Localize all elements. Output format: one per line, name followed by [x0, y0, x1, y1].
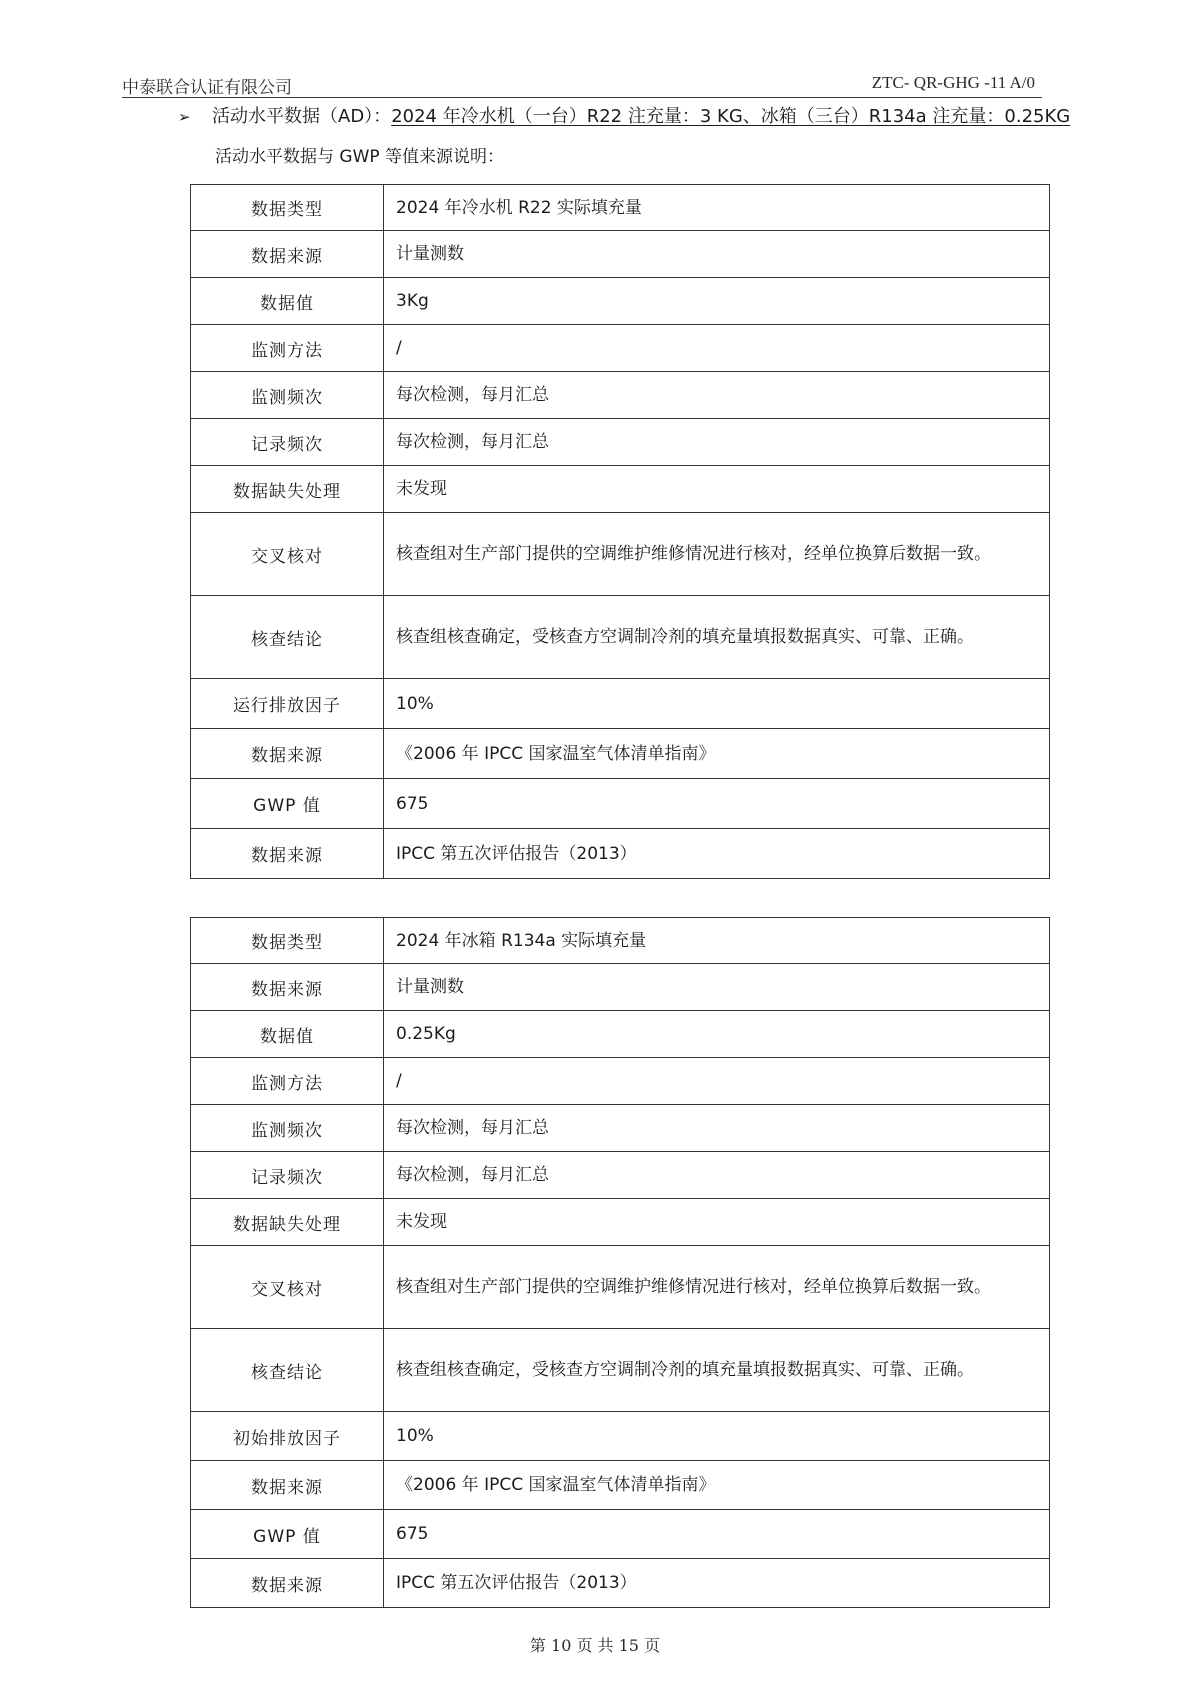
row-label: 记录频次 — [191, 1152, 384, 1199]
table-row — [191, 1105, 1050, 1152]
row-label: 数据来源 — [191, 1559, 384, 1608]
row-value: 未发现 — [384, 1199, 1050, 1246]
activity-data-prefix: 活动水平数据（AD）： — [212, 106, 392, 127]
row-label: 监测方法 — [191, 325, 384, 372]
row-value: 计量测数 — [384, 964, 1050, 1011]
row-value: IPCC 第五次评估报告（2013） — [384, 1559, 1050, 1608]
row-label: 数据来源 — [191, 829, 384, 879]
table-row — [191, 419, 1050, 466]
row-value: 3Kg — [384, 278, 1050, 325]
section-subheading: 活动水平数据与 GWP 等值来源说明： — [215, 147, 505, 167]
header-divider — [122, 97, 1042, 98]
arrow-bullet-icon: ➢ — [178, 108, 191, 126]
row-label: 数据来源 — [191, 964, 384, 1011]
row-value: 10% — [384, 679, 1050, 729]
row-label: GWP 值 — [191, 779, 384, 829]
table-row — [191, 1461, 1050, 1510]
row-label: 监测方法 — [191, 1058, 384, 1105]
table-row — [191, 1559, 1050, 1608]
table-row — [191, 1011, 1050, 1058]
row-label: 数据类型 — [191, 185, 384, 231]
row-label: 数据来源 — [191, 729, 384, 779]
table-row — [191, 964, 1050, 1011]
activity-data-text: 2024 年冷水机（一台）R22 注充量：3 KG、冰箱（三台）R134a 注充量：0.25KG — [391, 106, 1071, 127]
table-row — [191, 1152, 1050, 1199]
company-name: 中泰联合认证有限公司 — [122, 78, 292, 98]
row-value: 计量测数 — [384, 231, 1050, 278]
table-row — [191, 918, 1050, 964]
row-value: 0.25Kg — [384, 1011, 1050, 1058]
table-row — [191, 596, 1050, 679]
activity-data-summary — [178, 102, 1070, 128]
page-number: 第 10 页 共 15 页 — [529, 1636, 661, 1655]
table-row — [191, 1412, 1050, 1461]
chiller-r22-data-table — [190, 184, 1050, 879]
table-row — [191, 231, 1050, 278]
row-value: 核查组对生产部门提供的空调维护维修情况进行核对，经单位换算后数据一致。 — [384, 1246, 1050, 1329]
table-row — [191, 829, 1050, 879]
table-row — [191, 372, 1050, 419]
table-row — [191, 779, 1050, 829]
table-row — [191, 1058, 1050, 1105]
row-value: / — [384, 325, 1050, 372]
row-label: 核查结论 — [191, 1329, 384, 1412]
table-row — [191, 729, 1050, 779]
row-value: 核查组核查确定，受核查方空调制冷剂的填充量填报数据真实、可靠、正确。 — [384, 596, 1050, 679]
row-value: 未发现 — [384, 466, 1050, 513]
row-value: 每次检测，每月汇总 — [384, 372, 1050, 419]
row-label: 交叉核对 — [191, 513, 384, 596]
row-value: 每次检测，每月汇总 — [384, 1152, 1050, 1199]
row-value: 《2006 年 IPCC 国家温室气体清单指南》 — [384, 729, 1050, 779]
table-row — [191, 1510, 1050, 1559]
row-label: 核查结论 — [191, 596, 384, 679]
row-label: 数据缺失处理 — [191, 466, 384, 513]
row-value: 2024 年冷水机 R22 实际填充量 — [384, 185, 1050, 231]
row-value: 10% — [384, 1412, 1050, 1461]
table-row — [191, 185, 1050, 231]
row-label: 数据来源 — [191, 231, 384, 278]
table-row — [191, 1246, 1050, 1329]
document-code: ZTC- QR-GHG -11 A/0 — [871, 73, 1035, 92]
table-row — [191, 278, 1050, 325]
row-label: 监测频次 — [191, 372, 384, 419]
refrigerator-r134a-data-table — [190, 917, 1050, 1608]
row-label: 数据值 — [191, 278, 384, 325]
row-label: 数据来源 — [191, 1461, 384, 1510]
table-row — [191, 513, 1050, 596]
row-value: 核查组对生产部门提供的空调维护维修情况进行核对，经单位换算后数据一致。 — [384, 513, 1050, 596]
table-row — [191, 325, 1050, 372]
table-row — [191, 679, 1050, 729]
row-value: 每次检测，每月汇总 — [384, 419, 1050, 466]
table-row — [191, 466, 1050, 513]
row-value: 每次检测，每月汇总 — [384, 1105, 1050, 1152]
table-row — [191, 1329, 1050, 1412]
row-label: 初始排放因子 — [191, 1412, 384, 1461]
row-value: 675 — [384, 779, 1050, 829]
row-value: 2024 年冰箱 R134a 实际填充量 — [384, 918, 1050, 964]
row-label: GWP 值 — [191, 1510, 384, 1559]
row-label: 数据值 — [191, 1011, 384, 1058]
row-label: 监测频次 — [191, 1105, 384, 1152]
table-row — [191, 1199, 1050, 1246]
row-label: 运行排放因子 — [191, 679, 384, 729]
row-value: 核查组核查确定，受核查方空调制冷剂的填充量填报数据真实、可靠、正确。 — [384, 1329, 1050, 1412]
row-value: 675 — [384, 1510, 1050, 1559]
row-label: 数据类型 — [191, 918, 384, 964]
row-label: 交叉核对 — [191, 1246, 384, 1329]
row-value: / — [384, 1058, 1050, 1105]
row-value: IPCC 第五次评估报告（2013） — [384, 829, 1050, 879]
row-value: 《2006 年 IPCC 国家温室气体清单指南》 — [384, 1461, 1050, 1510]
row-label: 记录频次 — [191, 419, 384, 466]
row-label: 数据缺失处理 — [191, 1199, 384, 1246]
